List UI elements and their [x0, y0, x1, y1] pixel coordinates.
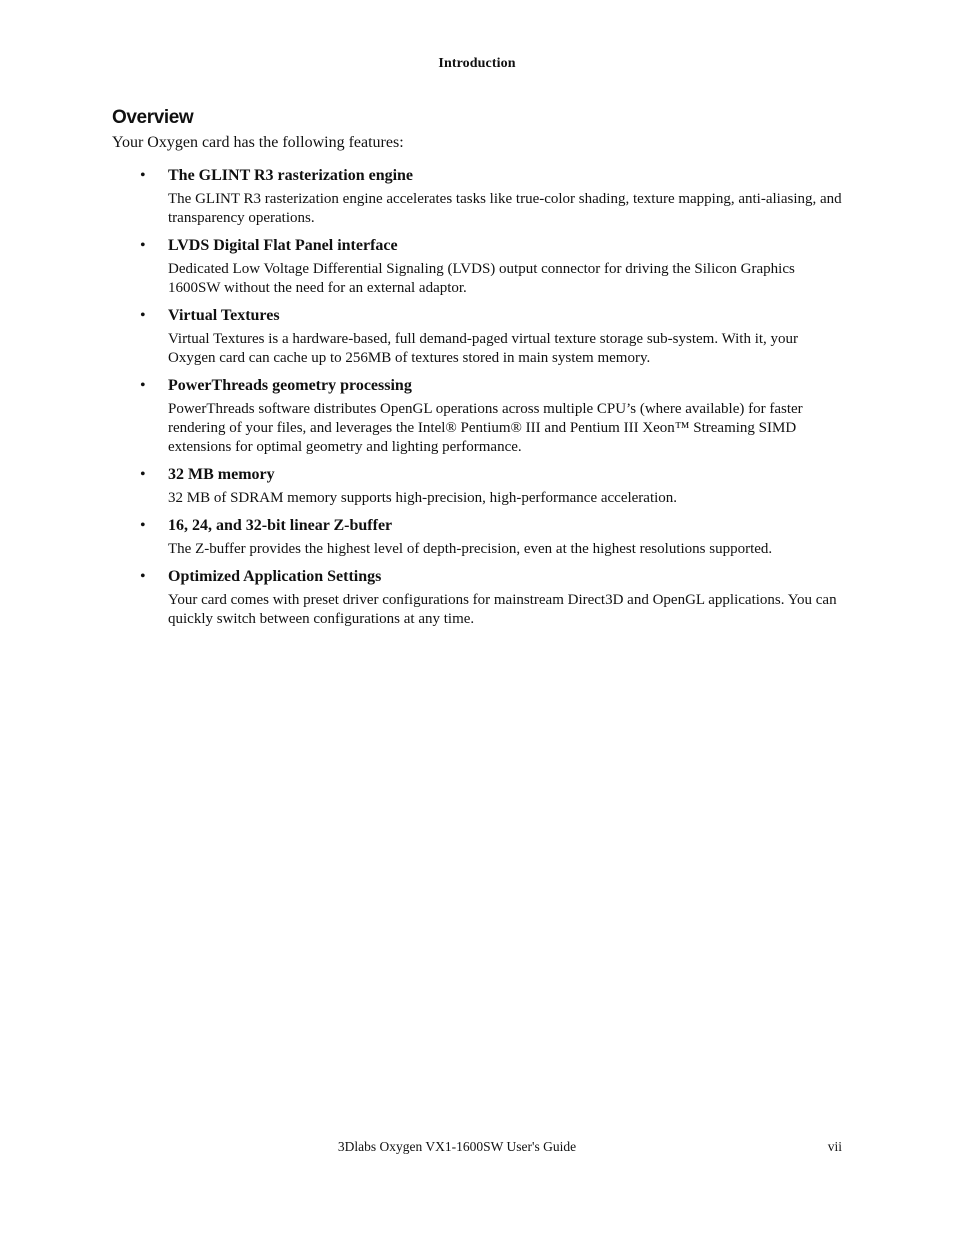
feature-item-powerthreads	[0, 376, 954, 457]
feature-item-lvds	[0, 236, 954, 298]
feature-description: Virtual Textures is a hardware-based, full demand-paged virtual texture storage sub-system. With it, your Oxygen card can cache up to 256MB of textures stored in main system memory.	[168, 331, 799, 366]
feature-description: The Z-buffer provides the highest level of depth-precision, even at the highest resolutions supported.	[168, 541, 773, 557]
feature-item-memory	[0, 465, 954, 508]
feature-title: 16, 24, and 32-bit linear Z-buffer	[168, 517, 393, 534]
running-header: Introduction	[438, 56, 516, 71]
feature-item-z-buffer	[0, 516, 954, 559]
feature-title: Optimized Application Settings	[168, 568, 382, 585]
bullet-icon: •	[140, 307, 146, 324]
feature-list	[0, 166, 954, 637]
footer-guide-title: 3Dlabs Oxygen VX1-1600SW User's Guide	[337, 1139, 577, 1154]
page-number: vii	[827, 1139, 842, 1154]
bullet-icon: •	[140, 568, 146, 585]
bullet-icon: •	[140, 377, 146, 394]
feature-description: Your card comes with preset driver configurations for mainstream Direct3D and OpenGL applications. You can quickly switch between configurations at any time.	[168, 592, 837, 627]
bullet-icon: •	[140, 466, 146, 483]
feature-item-virtual-textures	[0, 306, 954, 368]
intro-text: Your Oxygen card has the following features:	[112, 134, 404, 151]
bullet-icon: •	[140, 167, 146, 184]
feature-description: The GLINT R3 rasterization engine accelerates tasks like true-color shading, texture mapping, anti-aliasing, and transparency operations.	[168, 191, 842, 226]
feature-title: The GLINT R3 rasterization engine	[168, 167, 414, 184]
feature-description: PowerThreads software distributes OpenGL operations across multiple CPU’s (where available) for faster rendering of your files, and leverages the Intel® Pentium® III and Pentium III Xeon™ Streaming SIMD extensions for optimal geometry and lighting performance.	[168, 401, 803, 455]
bullet-icon: •	[140, 517, 146, 534]
feature-title: Virtual Textures	[168, 307, 280, 324]
feature-description: 32 MB of SDRAM memory supports high-precision, high-performance acceleration.	[168, 490, 678, 506]
bullet-icon: •	[140, 237, 146, 254]
feature-title: PowerThreads geometry processing	[168, 377, 412, 394]
feature-title: 32 MB memory	[168, 466, 275, 483]
feature-item-glint-r3	[0, 166, 954, 228]
feature-item-app-settings	[0, 567, 954, 629]
feature-description: Dedicated Low Voltage Differential Signaling (LVDS) output connector for driving the Silicon Graphics 1600SW without the need for an external adaptor.	[168, 261, 795, 296]
section-title: Overview	[112, 107, 194, 128]
feature-title: LVDS Digital Flat Panel interface	[168, 237, 398, 254]
